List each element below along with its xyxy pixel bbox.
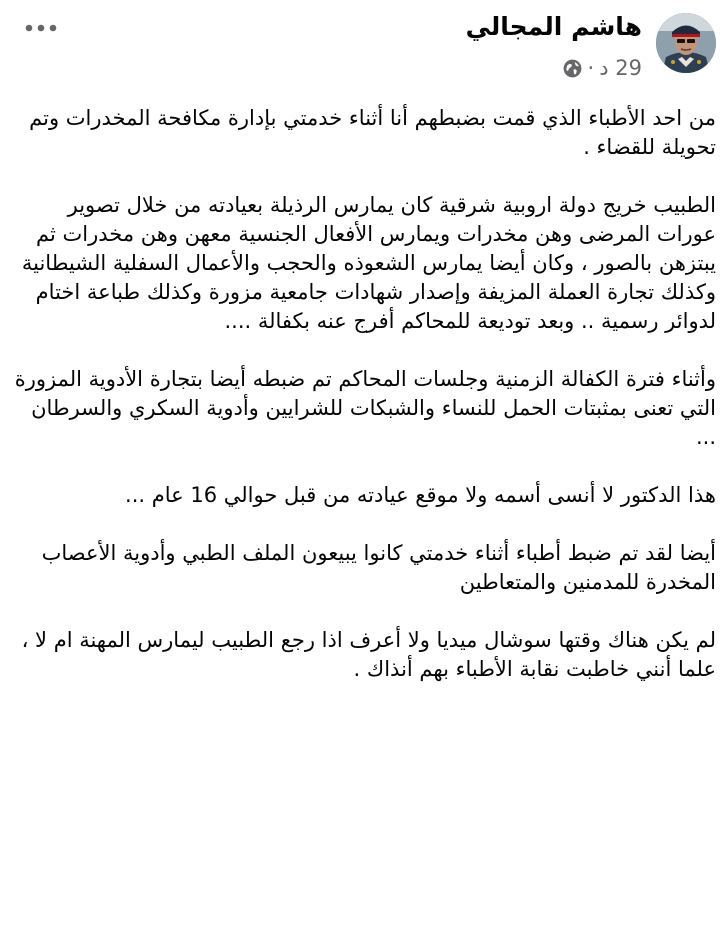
more-options-icon[interactable]	[24, 16, 64, 40]
globe-icon[interactable]	[562, 58, 583, 79]
post-paragraph: من احد الأطباء الذي قمت بضبطهم أنا أثناء خدمتي بإدارة مكافحة المخدرات وتم تحويلة للقضاء .	[29, 106, 716, 159]
avatar[interactable]	[656, 13, 716, 73]
post-time[interactable]: 29 د	[599, 56, 642, 80]
post-paragraph: وأثناء فترة الكفالة الزمنية وجلسات المحاكم تم ضبطه أيضا بتجارة الأدوية المزورة التي تعنى بمثبتات الحمل للنساء والشبكات للشرايين وأدوية السكري والسرطان ...	[14, 367, 716, 449]
post-meta	[562, 56, 642, 80]
post-body	[10, 104, 716, 713]
post-paragraph: لم يكن هناك وقتها سوشال ميديا ولا أعرف اذا رجع الطبيب ليمارس المهنة ام لا ، علما أنني خاطبت نقابة الأطباء بهم أنذاك .	[21, 628, 716, 681]
meta-separator: ·	[587, 56, 595, 80]
post-header	[0, 0, 728, 90]
author-name[interactable]: هاشم المجالي	[465, 12, 642, 41]
post-paragraph: الطبيب خريج دولة اروبية شرقية كان يمارس الرذيلة بعيادته من خلال تصوير عورات المرضى وهن مخدرات ويمارس الأفعال الجنسية معهن وهن مخدرات ثم يبتزهن بالصور ، وكان أيضا يمارس الشعوذه والحجب والأعمال السفلية الشيطانية وكذلك تجارة العملة المزيفة وإصدار شهادات جامعية مزورة وكذلك طباعة اختام لدوائر رسمية .. وبعد توديعة للمحاكم أفرج عنه بكفالة ....	[21, 193, 716, 333]
post-paragraph: أيضا لقد تم ضبط أطباء أثناء خدمتي كانوا يبيعون الملف الطبي وأدوية الأعصاب المخدرة للمدمنين والمتعاطين	[41, 541, 716, 594]
post-paragraph: هذا الدكتور لا أنسى أسمه ولا موقع عيادته من قبل حوالي 16 عام ...	[125, 483, 716, 507]
